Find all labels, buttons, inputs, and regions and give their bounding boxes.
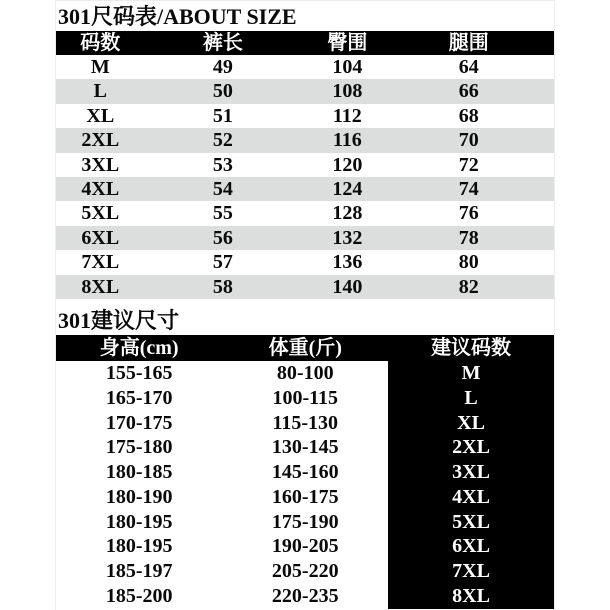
table-cell: L bbox=[93, 80, 107, 103]
table-cell: 8XL bbox=[388, 584, 554, 609]
header-cell: 建议码数 bbox=[431, 336, 512, 359]
table-cell: 6XL bbox=[81, 226, 120, 249]
table-cell: 4XL bbox=[81, 177, 120, 200]
table-cell: 54 bbox=[212, 177, 233, 200]
table-cell: 2XL bbox=[388, 435, 554, 460]
table-cell: 68 bbox=[458, 104, 479, 127]
table-cell: 56 bbox=[212, 226, 233, 249]
table-cell: 3XL bbox=[388, 460, 554, 485]
table-cell: 145-160 bbox=[271, 461, 339, 484]
size-table-rows bbox=[56, 55, 554, 299]
table-cell: 170-175 bbox=[105, 411, 173, 434]
table-cell: 220-235 bbox=[271, 585, 339, 608]
table-cell: 112 bbox=[332, 104, 362, 127]
table-cell: XL bbox=[388, 411, 554, 436]
table-row bbox=[56, 411, 554, 436]
table-cell: XL bbox=[86, 104, 115, 127]
header-cell: 码数 bbox=[80, 32, 121, 54]
table-row bbox=[56, 361, 554, 386]
table-cell: 5XL bbox=[81, 202, 120, 225]
table-row bbox=[56, 55, 554, 79]
table-cell: 124 bbox=[332, 177, 363, 200]
table-cell: 72 bbox=[458, 153, 479, 176]
table-row bbox=[56, 510, 554, 535]
table-cell: M bbox=[388, 361, 554, 386]
size-chart-sheet bbox=[55, 0, 555, 610]
table-cell: 180-185 bbox=[105, 461, 173, 484]
table-cell: 57 bbox=[212, 251, 233, 274]
table-cell: 120 bbox=[332, 153, 363, 176]
table-cell: 190-205 bbox=[271, 535, 339, 558]
table-row bbox=[56, 177, 554, 201]
header-cell: 腿围 bbox=[448, 32, 489, 54]
table-cell: 5XL bbox=[388, 510, 554, 535]
table-cell: 74 bbox=[458, 177, 479, 200]
table-cell: 66 bbox=[458, 80, 479, 103]
table-row bbox=[56, 559, 554, 584]
table-row bbox=[56, 275, 554, 299]
table-cell: 180-195 bbox=[105, 535, 173, 558]
suggest-table-rows bbox=[56, 361, 554, 609]
table-cell: 175-190 bbox=[271, 510, 339, 533]
table-cell: 49 bbox=[212, 56, 233, 78]
table-cell: L bbox=[388, 386, 554, 411]
table-cell: 6XL bbox=[388, 534, 554, 559]
table-row bbox=[56, 460, 554, 485]
table-cell: 136 bbox=[332, 251, 363, 274]
table-cell: 180-190 bbox=[105, 485, 173, 508]
table-row bbox=[56, 250, 554, 274]
table-cell: 7XL bbox=[388, 559, 554, 584]
table-row bbox=[56, 534, 554, 559]
table-cell: 130-145 bbox=[271, 436, 339, 459]
table-cell: 108 bbox=[332, 80, 363, 103]
table-cell: 3XL bbox=[81, 153, 120, 176]
table-cell: 115-130 bbox=[272, 411, 339, 434]
header-cell: 身高(cm) bbox=[99, 336, 179, 359]
table-row bbox=[56, 104, 554, 128]
table-cell: 70 bbox=[458, 129, 479, 152]
table-row bbox=[56, 201, 554, 225]
table-row bbox=[56, 584, 554, 609]
table-cell: 78 bbox=[458, 226, 479, 249]
table-cell: 51 bbox=[212, 104, 233, 127]
table-cell: 100-115 bbox=[272, 386, 339, 409]
table-cell: 160-175 bbox=[271, 485, 339, 508]
table-row bbox=[56, 153, 554, 177]
table-cell: 8XL bbox=[81, 275, 120, 298]
table-cell: 2XL bbox=[81, 129, 120, 152]
table-cell: 175-180 bbox=[105, 436, 173, 459]
table-cell: 80 bbox=[458, 251, 479, 274]
header-cell: 裤长 bbox=[202, 32, 243, 54]
table-row bbox=[56, 435, 554, 460]
table-cell: 205-220 bbox=[271, 560, 339, 583]
table-cell: 53 bbox=[212, 153, 233, 176]
size-table-title: 301尺码表/ABOUT SIZE bbox=[58, 4, 297, 29]
table-cell: 80-100 bbox=[276, 361, 334, 384]
table-cell: 180-195 bbox=[105, 510, 173, 533]
table-cell: 155-165 bbox=[105, 361, 173, 384]
table-cell: 165-170 bbox=[105, 386, 173, 409]
table-cell: 104 bbox=[332, 56, 363, 78]
table-cell: 7XL bbox=[81, 251, 120, 274]
table-row bbox=[56, 128, 554, 152]
table-cell: M bbox=[90, 56, 110, 78]
table-cell: 116 bbox=[332, 129, 362, 152]
table-row bbox=[56, 79, 554, 103]
table-cell: 140 bbox=[332, 275, 363, 298]
table-row bbox=[56, 485, 554, 510]
size-table bbox=[56, 31, 554, 299]
table-cell: 128 bbox=[332, 202, 363, 225]
table-cell: 58 bbox=[212, 275, 233, 298]
suggest-table-title: 301建议尺寸 bbox=[58, 307, 180, 333]
table-cell: 55 bbox=[212, 202, 233, 225]
table-cell: 185-197 bbox=[105, 560, 173, 583]
suggest-table-header-row bbox=[56, 335, 554, 361]
table-cell: 132 bbox=[332, 226, 363, 249]
table-row bbox=[56, 226, 554, 250]
table-cell: 50 bbox=[212, 80, 233, 103]
table-cell: 82 bbox=[458, 275, 479, 298]
size-table-header-row bbox=[56, 31, 554, 55]
table-row bbox=[56, 386, 554, 411]
header-cell: 体重(斤) bbox=[268, 336, 342, 359]
table-cell: 185-200 bbox=[105, 585, 173, 608]
table-cell: 76 bbox=[458, 202, 479, 225]
table-cell: 52 bbox=[212, 129, 233, 152]
table-cell: 4XL bbox=[388, 485, 554, 510]
header-cell: 臀围 bbox=[327, 32, 368, 54]
suggest-table bbox=[56, 335, 554, 609]
table-cell: 64 bbox=[458, 56, 479, 78]
